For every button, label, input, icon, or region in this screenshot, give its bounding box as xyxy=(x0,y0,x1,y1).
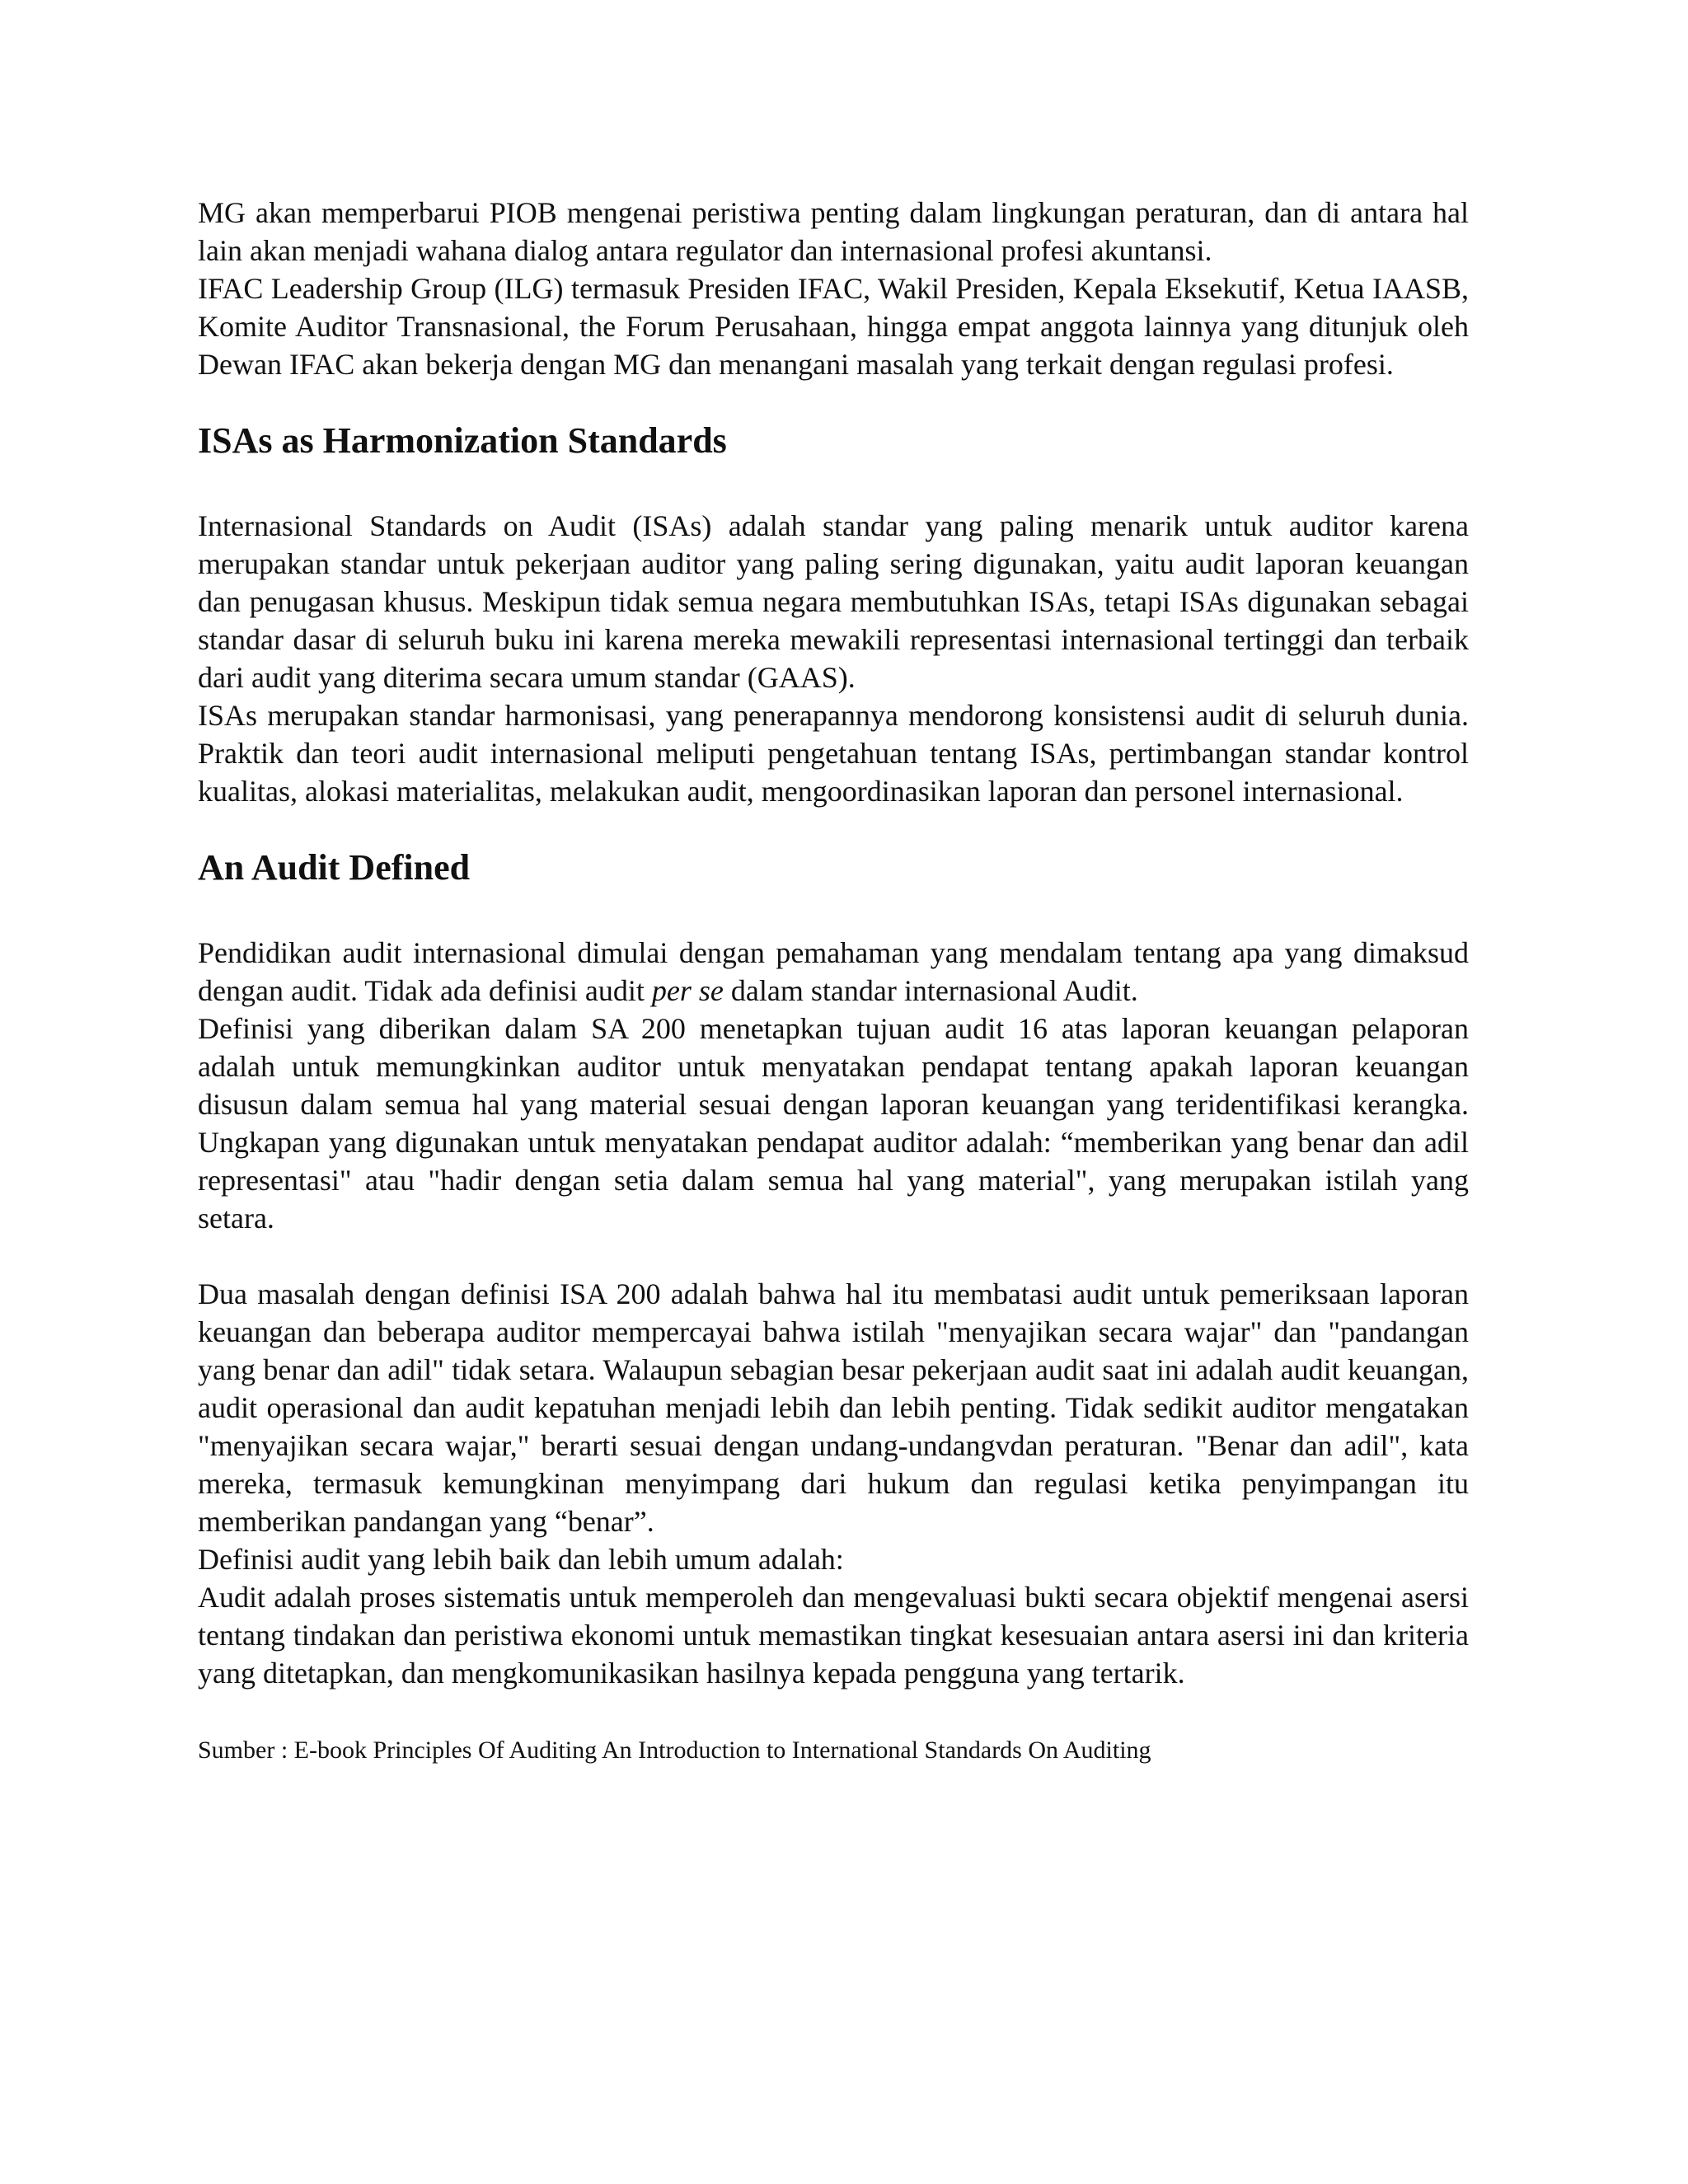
paragraph-mg-piob: MG akan memperbarui PIOB mengenai peristiwa penting dalam lingkungan peraturan, dan di antara hal lain akan menjadi wahana dialog antara regulator dan internasional profesi akuntansi. xyxy=(198,196,1469,267)
paragraph-isas-intro: Internasional Standards on Audit (ISAs) adalah standar yang paling menarik untuk auditor karena merupakan standar untuk pekerjaan auditor yang paling sering digunakan, yaitu audit laporan keuangan dan penugasan khusus. Meskipun tidak semua negara membutuhkan ISAs, tetapi ISAs digunakan sebagai standar dasar di seluruh buku ini karena mereka mewakili representasi internasional tertinggi dan terbaik dari audit yang diterima secara umum standar (GAAS). xyxy=(198,509,1469,694)
paragraph-audit-education-text: Pendidikan audit internasional dimulai dengan pemahaman yang mendalam tentang apa yang dimaksud dengan audit. Tidak ada definisi audit xyxy=(198,936,1469,1007)
source-citation: Sumber : E-book Principles Of Auditing An Introduction to International Standards On Auditing xyxy=(198,1736,1151,1764)
paragraph-better-definition-intro: Definisi audit yang lebih baik dan lebih umum adalah: xyxy=(198,1543,844,1576)
paragraph-audit-education-end: dalam standar internasional Audit. xyxy=(723,974,1138,1007)
italic-per-se: per se xyxy=(651,974,724,1007)
heading-isas-harmonization: ISAs as Harmonization Standards xyxy=(198,420,727,461)
document-page xyxy=(198,194,1469,1766)
paragraph-audit-definition: Audit adalah proses sistematis untuk memperoleh dan mengevaluasi bukti secara objektif mengenai asersi tentang tindakan dan peristiwa ekonomi untuk memastikan tingkat kesesuaian antara asersi ini dan kriteria yang ditetapkan, dan mengkomunikasikan hasilnya kepada pengguna yang tertarik. xyxy=(198,1581,1469,1690)
paragraph-isa200-problems: Dua masalah dengan definisi ISA 200 adalah bahwa hal itu membatasi audit untuk pemeriksaan laporan keuangan dan beberapa auditor mempercayai bahwa istilah "menyajikan secara wajar" dan "pandangan yang benar dan adil" tidak setara. Walaupun sebagian besar pekerjaan audit saat ini adalah audit keuangan, audit operasional dan audit kepatuhan menjadi lebih dan lebih penting. Tidak sedikit auditor mengatakan "menyajikan secara wajar," berarti sesuai dengan undang-undangvdan peraturan. "Benar dan adil", kata mereka, termasuk kemungkinan menyimpang dari hukum dan regulasi ketika penyimpangan itu memberikan pandangan yang “benar”. xyxy=(198,1277,1469,1538)
paragraph-isas-harmonization: ISAs merupakan standar harmonisasi, yang penerapannya mendorong konsistensi audit di seluruh dunia. Praktik dan teori audit internasional meliputi pengetahuan tentang ISAs, pertimbangan standar kontrol kualitas, alokasi materialitas, melakukan audit, mengoordinasikan laporan dan personel internasional. xyxy=(198,699,1469,808)
heading-audit-defined: An Audit Defined xyxy=(198,847,471,888)
paragraph-ifac-leadership-group: IFAC Leadership Group (ILG) termasuk Presiden IFAC, Wakil Presiden, Kepala Eksekutif, Ketua IAASB, Komite Auditor Transnasional, the Forum Perusahaan, hingga empat anggota lainnya yang ditunjuk oleh Dewan IFAC akan bekerja dengan MG dan menangani masalah yang terkait dengan regulasi profesi. xyxy=(198,272,1469,381)
paragraph-audit-education xyxy=(198,934,1469,1010)
paragraph-sa200-definition: Definisi yang diberikan dalam SA 200 menetapkan tujuan audit 16 atas laporan keuangan pelaporan adalah untuk memungkinkan auditor untuk menyatakan pendapat tentang apakah laporan keuangan disusun dalam semua hal yang material sesuai dengan laporan keuangan yang teridentifikasi kerangka. Ungkapan yang digunakan untuk menyatakan pendapat auditor adalah: “memberikan yang benar dan adil representasi" atau "hadir dengan setia dalam semua hal yang material", yang merupakan istilah yang setara. xyxy=(198,1012,1469,1235)
